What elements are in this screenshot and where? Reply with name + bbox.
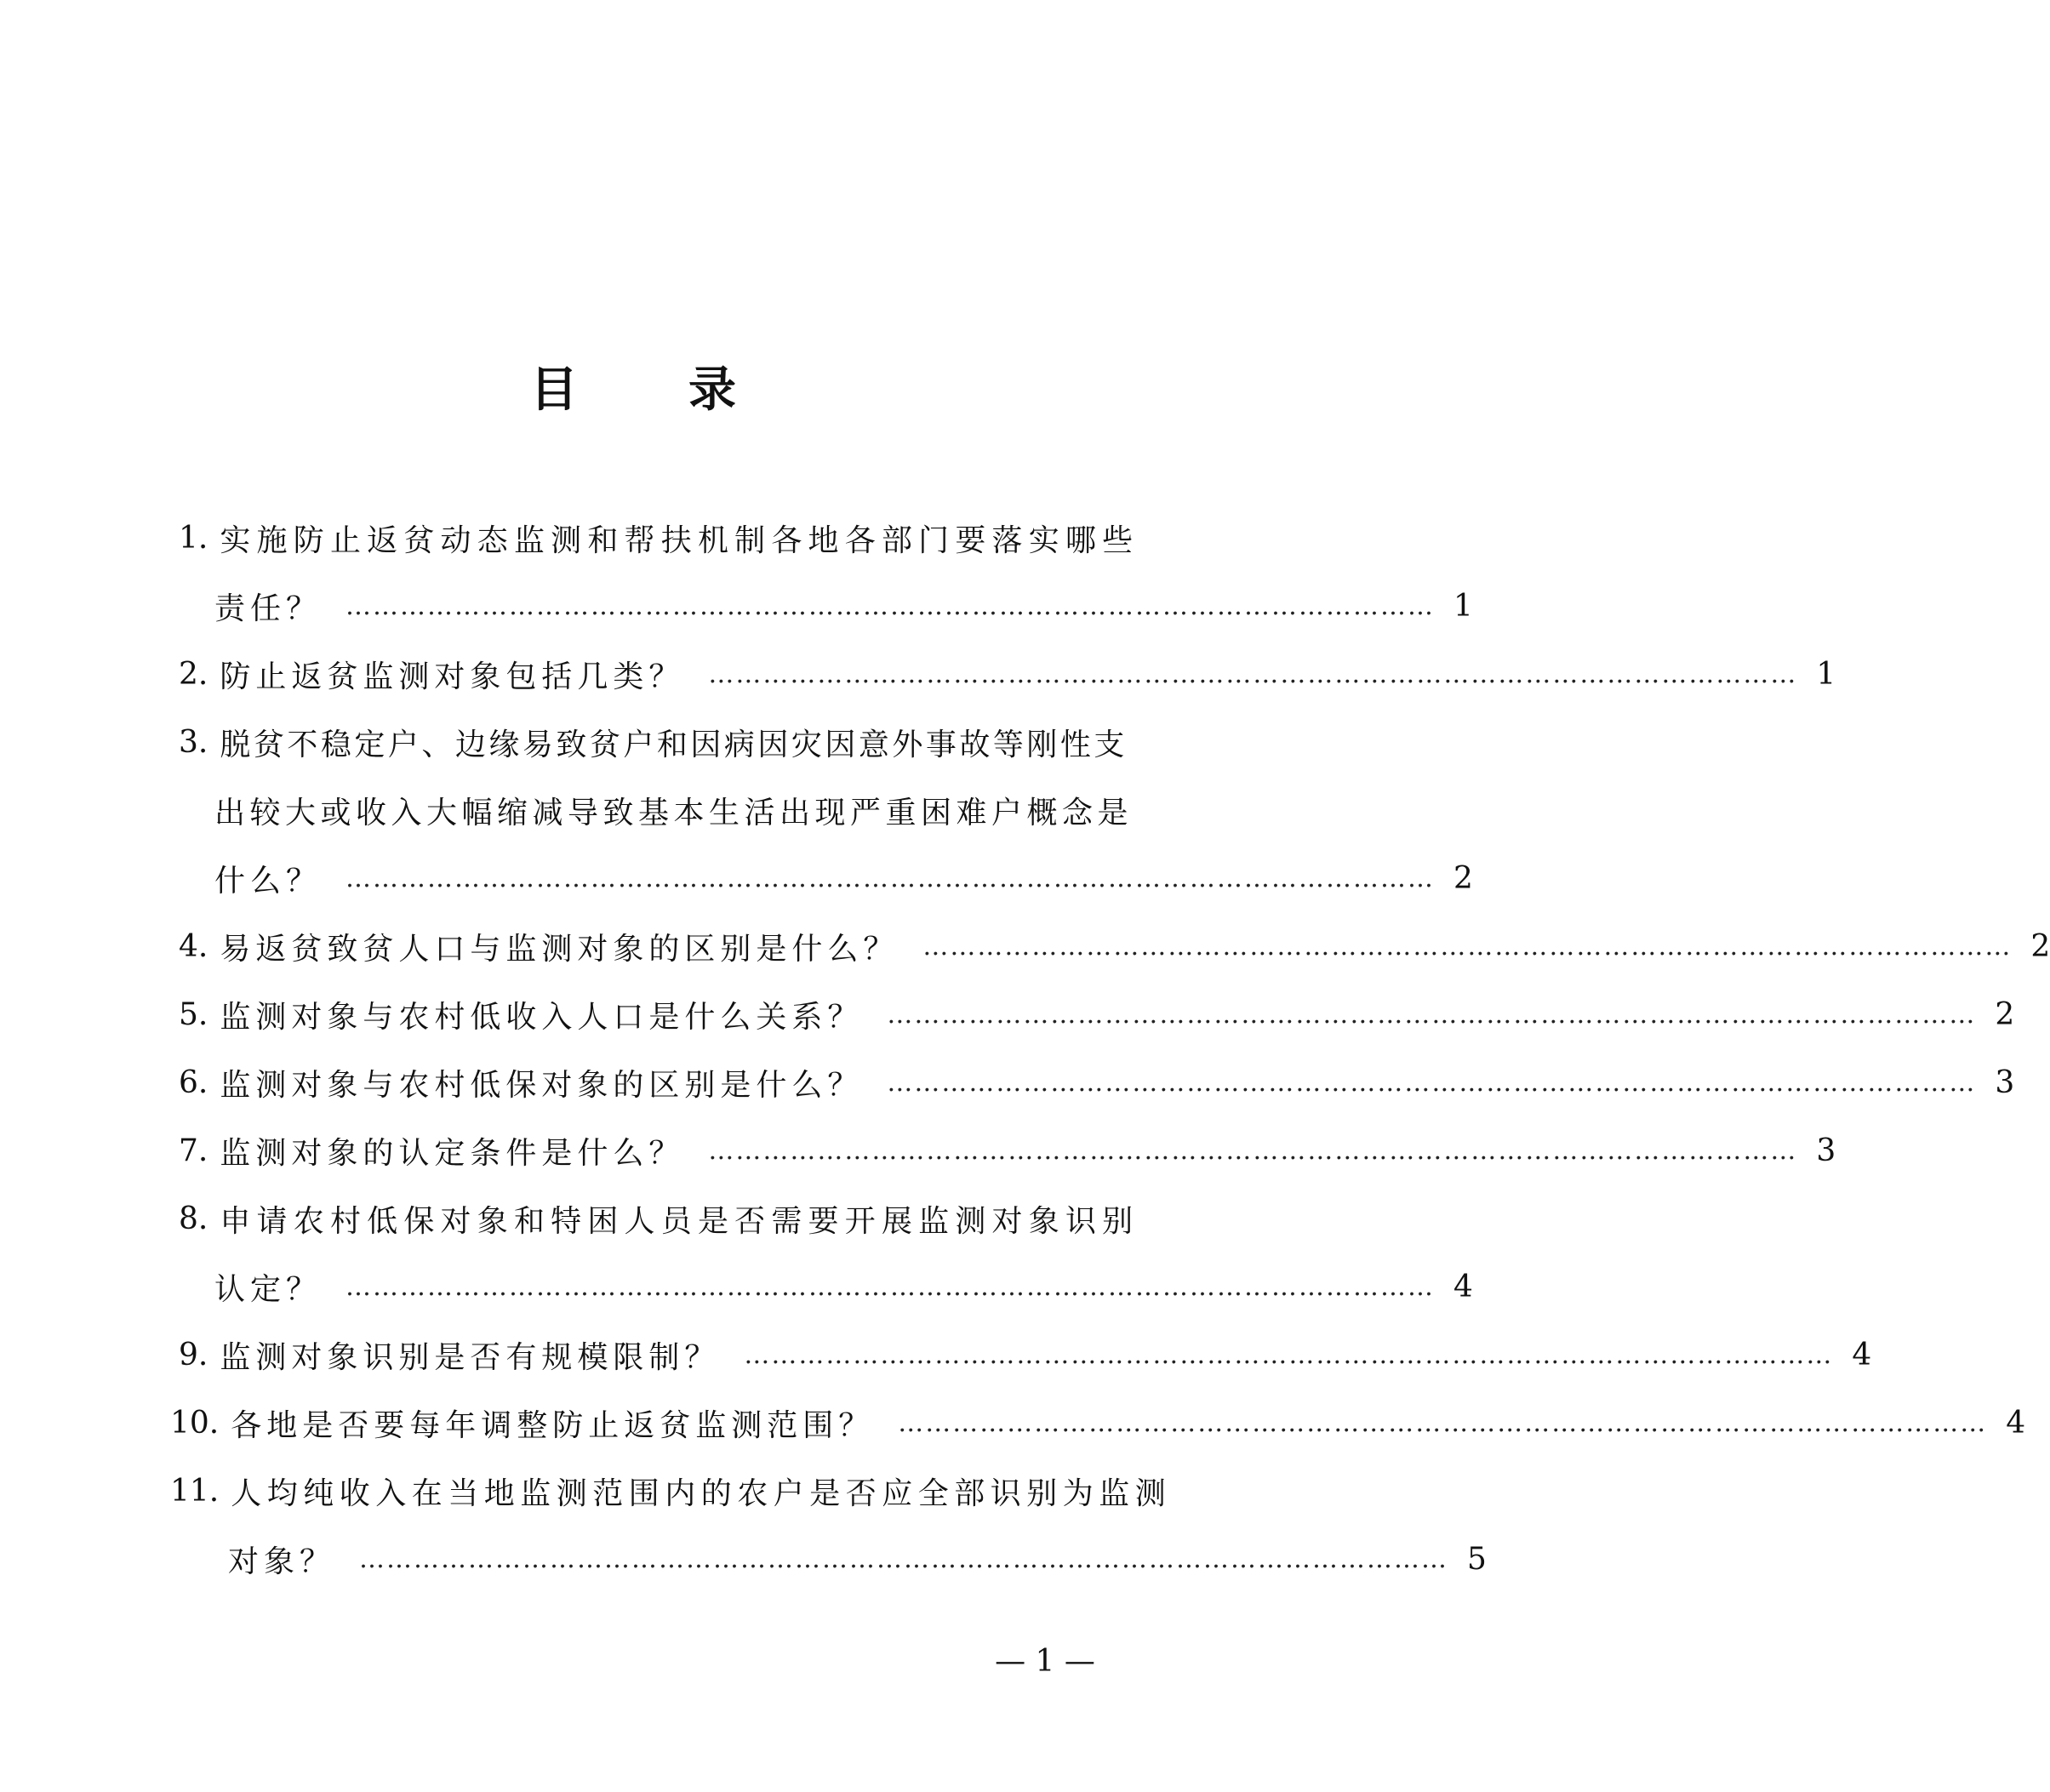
toc-entry-text: 对象？: [228, 1544, 336, 1579]
toc-entry-3-cont[interactable]: [214, 776, 1133, 844]
toc-entry-11[interactable]: [170, 1457, 1172, 1525]
toc-page-number: 4: [1852, 1337, 1872, 1373]
toc-entry-3[interactable]: [179, 708, 1128, 776]
toc-leader-dots: …………………………………………………………………………………………………………: [744, 1339, 1834, 1370]
toc-entry-2[interactable]: [179, 640, 1836, 708]
toc-entry-text: 出较大或收入大幅缩减导致基本生活出现严重困难户概念是: [214, 795, 1133, 830]
page-number: — 1 —: [995, 1644, 1095, 1679]
toc-page-number: 2: [1995, 996, 2015, 1032]
toc-entry-text: 易返贫致贫人口与监测对象的区别是什么？: [220, 931, 899, 967]
toc-entry-11-cont[interactable]: [228, 1525, 1487, 1593]
toc-entry-8[interactable]: [179, 1184, 1139, 1253]
toc-entry-number: 3.: [179, 724, 208, 760]
toc-leader-dots: …………………………………………………………………………………………………………: [887, 1067, 1977, 1098]
toc-leader-dots: …………………………………………………………………………………………………………: [345, 863, 1436, 893]
toc-entry-number: 1.: [179, 520, 208, 556]
toc-entry-text: 各地是否要每年调整防止返贫监测范围？: [231, 1407, 875, 1443]
toc-entry-5[interactable]: [179, 980, 2015, 1048]
toc-entry-8-cont[interactable]: [214, 1253, 1473, 1321]
toc-entry-number: 2.: [179, 656, 208, 692]
toc-page-number: 1: [1453, 588, 1473, 624]
toc-entry-text: 脱贫不稳定户、边缘易致贫户和因病因灾因意外事故等刚性支: [220, 727, 1128, 762]
page-title: [0, 356, 1266, 424]
toc-entry-text: 监测对象与农村低保对象的区别是什么？: [220, 1067, 864, 1103]
toc-entry-text: 实施防止返贫动态监测和帮扶机制各地各部门要落实哪些: [220, 522, 1139, 558]
toc-entry-9[interactable]: [179, 1321, 1872, 1389]
toc-page-number: 3: [1995, 1064, 2015, 1100]
toc-entry-text: 责任？: [214, 591, 323, 626]
toc-entry-4[interactable]: [179, 912, 2050, 980]
toc-leader-dots: …………………………………………………………………………………………………………: [898, 1407, 1988, 1438]
toc-leader-dots: …………………………………………………………………………………………………………: [345, 1271, 1436, 1302]
toc-entry-10[interactable]: [170, 1389, 2026, 1457]
toc-entry-7[interactable]: [179, 1116, 1836, 1184]
toc-entry-number: 7.: [179, 1133, 208, 1168]
toc-entry-number: 10.: [170, 1405, 220, 1441]
toc-page-number: 2: [1453, 860, 1473, 896]
toc-entry-text: 监测对象与农村低收入人口是什么关系？: [220, 999, 864, 1035]
toc-entry-text: 什么？: [214, 863, 323, 899]
toc-page-number: 4: [2006, 1405, 2026, 1441]
toc-page-number: 1: [1816, 656, 1836, 692]
toc-leader-dots: …………………………………………………………………………………………………………: [708, 659, 1798, 689]
toc-entry-number: 5.: [179, 996, 208, 1032]
toc-entry-text: 监测对象的认定条件是什么？: [220, 1135, 685, 1171]
toc-entry-number: 4.: [179, 928, 208, 964]
toc-entry-3-cont-2[interactable]: [214, 844, 1473, 912]
toc-entry-1-cont[interactable]: [214, 572, 1473, 640]
toc-entry-number: 6.: [179, 1064, 208, 1100]
toc-entry-number: 9.: [179, 1337, 208, 1373]
toc-leader-dots: …………………………………………………………………………………………………………: [359, 1544, 1449, 1574]
title-char-1: 目: [530, 362, 578, 418]
toc-entry-text: 认定？: [214, 1271, 323, 1307]
toc-leader-dots: …………………………………………………………………………………………………………: [887, 999, 1977, 1030]
toc-entry-6[interactable]: [179, 1048, 2015, 1116]
toc-page-number: 4: [1453, 1269, 1473, 1304]
toc-leader-dots: …………………………………………………………………………………………………………: [922, 931, 2013, 962]
toc-leader-dots: …………………………………………………………………………………………………………: [708, 1135, 1798, 1166]
toc-entry-text: 防止返贫监测对象包括几类？: [220, 659, 685, 694]
toc-entry-number: 11.: [170, 1473, 220, 1509]
toc-entry-text: 申请农村低保对象和特困人员是否需要开展监测对象识别: [220, 1203, 1139, 1239]
toc-page-number: 3: [1816, 1133, 1836, 1168]
toc-entry-number: 8.: [179, 1201, 208, 1236]
toc-entry-1[interactable]: [179, 504, 1139, 572]
toc-leader-dots: …………………………………………………………………………………………………………: [345, 591, 1436, 621]
toc-page-number: 2: [2030, 928, 2050, 964]
title-char-2: 录: [688, 362, 736, 418]
toc-entry-text: 监测对象识别是否有规模限制？: [220, 1339, 721, 1375]
toc-entry-text: 人均纯收入在当地监测范围内的农户是否应全部识别为监测: [231, 1475, 1172, 1511]
toc-page-number: 5: [1467, 1541, 1487, 1577]
